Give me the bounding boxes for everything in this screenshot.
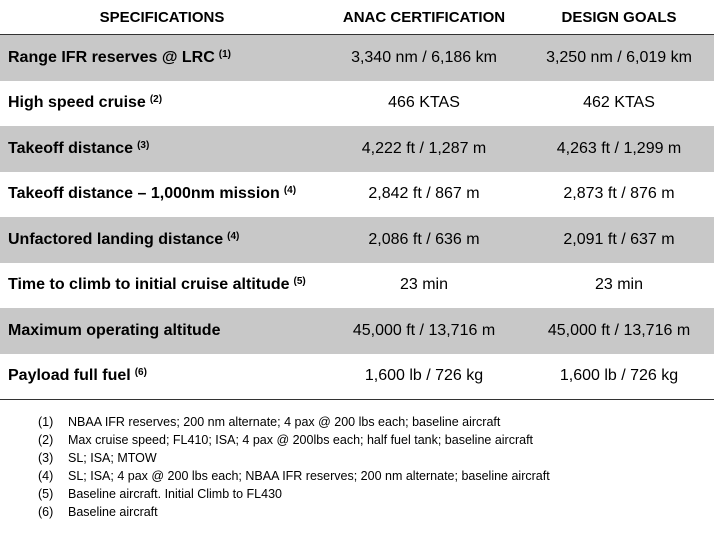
footnote-ref: (5) [293, 276, 306, 288]
header-specifications: SPECIFICATIONS [0, 0, 324, 35]
table-row [0, 217, 714, 263]
anac-value: 45,000 ft / 13,716 m [324, 308, 524, 354]
anac-value: 23 min [399, 276, 449, 294]
footnote-ref: (2) [149, 94, 163, 106]
design-goal-value: 3,250 nm / 6,019 km [524, 35, 714, 81]
design-goal-value: 2,091 ft / 637 m [524, 217, 714, 263]
anac-value: 4,222 ft / 1,287 m [324, 126, 524, 172]
design-goal-value: 462 KTAS [583, 94, 655, 112]
design-goal-value: 1,600 lb / 726 kg [524, 354, 714, 400]
row-label: Unfactored landing distance $^{(4)}$ [0, 217, 324, 263]
table-row [0, 263, 714, 309]
footnote: (4) SL; ISA; 4 pax @ 200 lbs each; NBAA IFR reserves; 200 nm alternate; baseline aircraft [38, 469, 550, 483]
row-label: Takeoff distance – 1,000nm mission $^{(4)}$ [8, 185, 297, 203]
table-row [0, 35, 714, 81]
footnote: (1) NBAA IFR reserves; 200 nm alternate; 4 pax @ 200 lbs each; baseline aircraft [38, 415, 501, 429]
footnote-ref: (4) [283, 185, 297, 197]
anac-value: 466 KTAS [388, 94, 460, 112]
design-goal-value: 2,873 ft / 876 m [563, 185, 675, 203]
anac-value: 1,600 lb / 726 kg [324, 354, 524, 400]
anac-value: 2,086 ft / 636 m [324, 217, 524, 263]
footnote-ref: (3) [137, 139, 150, 151]
table-row [0, 172, 714, 218]
header-design-goals: DESIGN GOALS [524, 0, 714, 35]
anac-value: 3,340 nm / 6,186 km [324, 35, 524, 81]
design-goal-value: 45,000 ft / 13,716 m [524, 308, 714, 354]
header-anac-certification: ANAC CERTIFICATION [324, 0, 524, 35]
footnote: (6) Baseline aircraft [38, 505, 158, 519]
table-row [0, 354, 714, 400]
row-label: Range IFR reserves @ LRC $^{(1)}$ [0, 35, 324, 81]
design-goal-value: 23 min [594, 276, 644, 294]
row-label: Takeoff distance $^{(3)}$ [0, 126, 324, 172]
footnote-ref: (4) [227, 230, 240, 242]
design-goal-value: 4,263 ft / 1,299 m [524, 126, 714, 172]
row-label: Payload full fuel $^{(6)}$ [0, 354, 324, 400]
table-row [0, 81, 714, 127]
footnote: (5) Baseline aircraft. Initial Climb to FL430 [38, 487, 282, 501]
anac-value: 2,842 ft / 867 m [368, 185, 480, 203]
footnote: (2) Max cruise speed; FL410; ISA; 4 pax @ 200lbs each; half fuel tank; baseline aircraft [38, 433, 534, 447]
table-row [0, 308, 714, 354]
footnote-ref: (1) [218, 48, 232, 60]
row-label: Maximum operating altitude [0, 308, 324, 354]
footnote-ref: (6) [134, 367, 147, 379]
table-header-row [0, 0, 714, 35]
footnote: (3) SL; ISA; MTOW [38, 451, 157, 465]
row-label: High speed cruise $^{(2)}$ [8, 94, 163, 112]
table-row [0, 126, 714, 172]
row-label: Time to climb to initial cruise altitude $^{(5)}$ [8, 276, 306, 294]
footnotes-list [38, 413, 550, 521]
